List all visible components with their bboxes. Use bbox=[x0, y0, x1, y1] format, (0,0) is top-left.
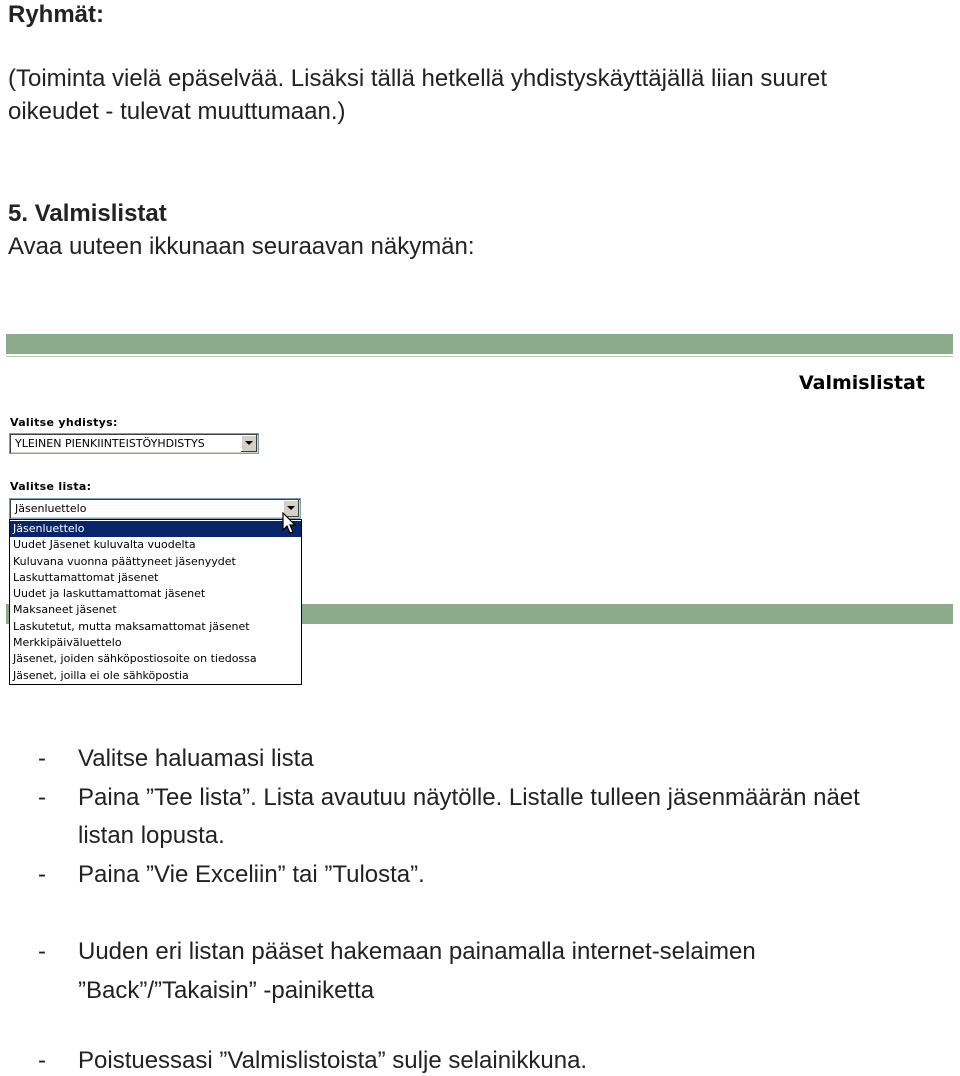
note-line-2: oikeudet - tulevat muuttumaan.) bbox=[8, 98, 346, 125]
list-option[interactable]: Laskutetut, mutta maksamattomat jäsenet bbox=[13, 619, 250, 633]
instruction-text: ”Back”/”Takaisin” -painiketta bbox=[78, 977, 375, 1004]
bullet-dash: - bbox=[38, 1047, 46, 1074]
list-option[interactable]: Maksaneet jäsenet bbox=[13, 603, 117, 617]
section-title: 5. Valmislistat bbox=[8, 200, 167, 227]
list-option[interactable]: Uudet ja laskuttamattomat jäsenet bbox=[13, 587, 206, 601]
bullet-dash: - bbox=[38, 938, 46, 965]
instruction-text: Paina ”Vie Exceliin” tai ”Tulosta”. bbox=[78, 861, 425, 888]
note-line-1: (Toiminta vielä epäselvää. Lisäksi tällä hetkellä yhdistyskäyttäjällä liian suuret bbox=[8, 65, 828, 92]
list-option[interactable]: Jäsenet, joilla ei ole sähköpostia bbox=[13, 668, 189, 682]
association-label: Valitse yhdistys: bbox=[10, 416, 118, 429]
bullet-dash: - bbox=[38, 784, 46, 811]
mouse-cursor-icon bbox=[282, 512, 298, 536]
association-select[interactable] bbox=[9, 433, 259, 454]
instruction-text: Valitse haluamasi lista bbox=[78, 745, 314, 772]
instruction-text: Poistuessasi ”Valmislistoista” sulje selainikkuna. bbox=[78, 1047, 588, 1074]
section-intro: Avaa uuteen ikkunaan seuraavan näkymän: bbox=[8, 233, 475, 260]
bullet-dash: - bbox=[38, 861, 46, 888]
app-page-title: Valmislistat bbox=[799, 372, 925, 394]
list-option[interactable]: Kuluvana vuonna päättyneet jäsenyydet bbox=[13, 554, 236, 568]
instruction-text: Paina ”Tee lista”. Lista avautuu näytölle. Listalle tulleen jäsenmäärän näet bbox=[78, 784, 860, 811]
list-option[interactable]: Jäsenluettelo bbox=[10, 521, 301, 537]
top-green-bar bbox=[6, 334, 953, 354]
list-select-value: Jäsenluettelo bbox=[15, 502, 87, 515]
instruction-text: listan lopusta. bbox=[78, 822, 225, 849]
list-option[interactable]: Laskuttamattomat jäsenet bbox=[13, 570, 159, 584]
bullet-dash: - bbox=[38, 745, 46, 772]
list-select[interactable] bbox=[9, 498, 301, 519]
instruction-text: Uuden eri listan pääset hakemaan painamalla internet-selaimen bbox=[78, 938, 756, 965]
list-label: Valitse lista: bbox=[10, 480, 92, 493]
list-option[interactable]: Uudet Jäsenet kuluvalta vuodelta bbox=[13, 538, 196, 552]
section-heading-groups: Ryhmät: bbox=[8, 1, 105, 28]
list-option[interactable]: Jäsenet, joiden sähköpostiosoite on tiedossa bbox=[13, 652, 257, 666]
list-dropdown bbox=[9, 519, 302, 685]
association-select-value: YLEINEN PIENKIINTEISTÖYHDISTYS bbox=[15, 437, 205, 450]
chevron-down-icon[interactable] bbox=[240, 435, 257, 452]
list-option[interactable]: Merkkipäiväluettelo bbox=[13, 636, 122, 650]
